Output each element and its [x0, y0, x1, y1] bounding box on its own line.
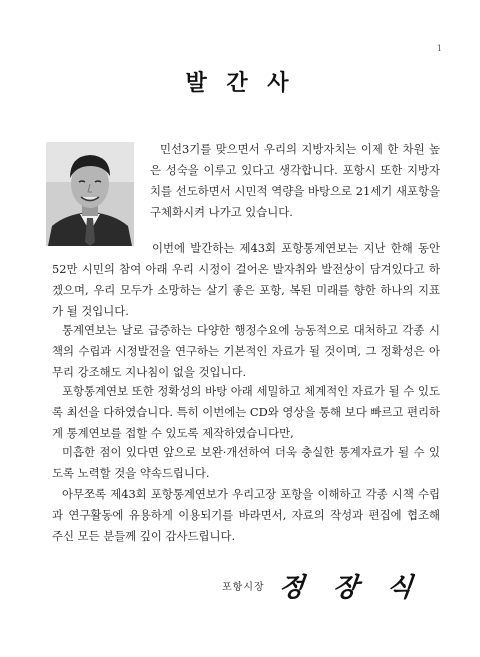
paragraph-thanks: 아무쪼록 제43회 포항통계연보가 우리고장 포항을 이해하고 각종 시책 수립과 연구활동에 유용하게 이용되기를 바라면서, 자료의 작성과 편집에 협조해 주신 모든 분들께 깊이 감사드립니다.	[52, 487, 440, 543]
paragraph-promise: 미흡한 점이 있다면 앞으로 보완·개선하여 더욱 충실한 통계자료가 될 수 있도록 노력할 것을 약속드립니다.	[52, 445, 440, 480]
paragraph-effort: 포항통계연보 또한 정확성의 바탕 아래 세밀하고 체계적인 자료가 될 수 있도록 최선을 다하였습니다. 특히 이번에는 CD와 영상을 통해 보다 빠르고 편리하게 통계연보를 접할 수 있도록 제작하였습니다만,	[52, 384, 440, 440]
mayor-portrait	[46, 142, 134, 246]
page-title: 발 간 사	[185, 70, 295, 96]
portrait-photo	[46, 142, 134, 246]
paragraph-yearbook: 이번에 발간하는 제43회 포항통계연보는 지난 한해 동안 52만 시민의 참여 아래 우리 시정이 걸어온 발자취와 발전상이 담겨있다고 하겠으며, 우리 모두가 소망하는 살기 좋은 포항, 복된 미래를 향한 하나의 지표가 될 것입니다.	[52, 241, 440, 318]
paragraph-importance: 통계연보는 날로 급증하는 다양한 행정수요에 능동적으로 대처하고 각종 시책의 수립과 시정발전을 연구하는 기본적인 자료가 될 것이며, 그 정확성은 아무리 강조해도 지나침이 없을 것입니다.	[52, 323, 440, 379]
page-number: 1	[436, 44, 442, 53]
signer-title: 포항시장	[222, 581, 265, 593]
paragraph-intro: 민선3기를 맞으면서 우리의 지방자치는 이제 한 차원 높은 성숙을 이루고 있다고 생각합니다. 포항시 또한 지방자치를 선도하면서 시민적 역량을 바탕으로 21세기 새포항을 구체화시켜 나가고 있습니다.	[150, 142, 440, 219]
signer-name: 정 장 식	[276, 572, 424, 603]
signature-block	[222, 567, 422, 603]
